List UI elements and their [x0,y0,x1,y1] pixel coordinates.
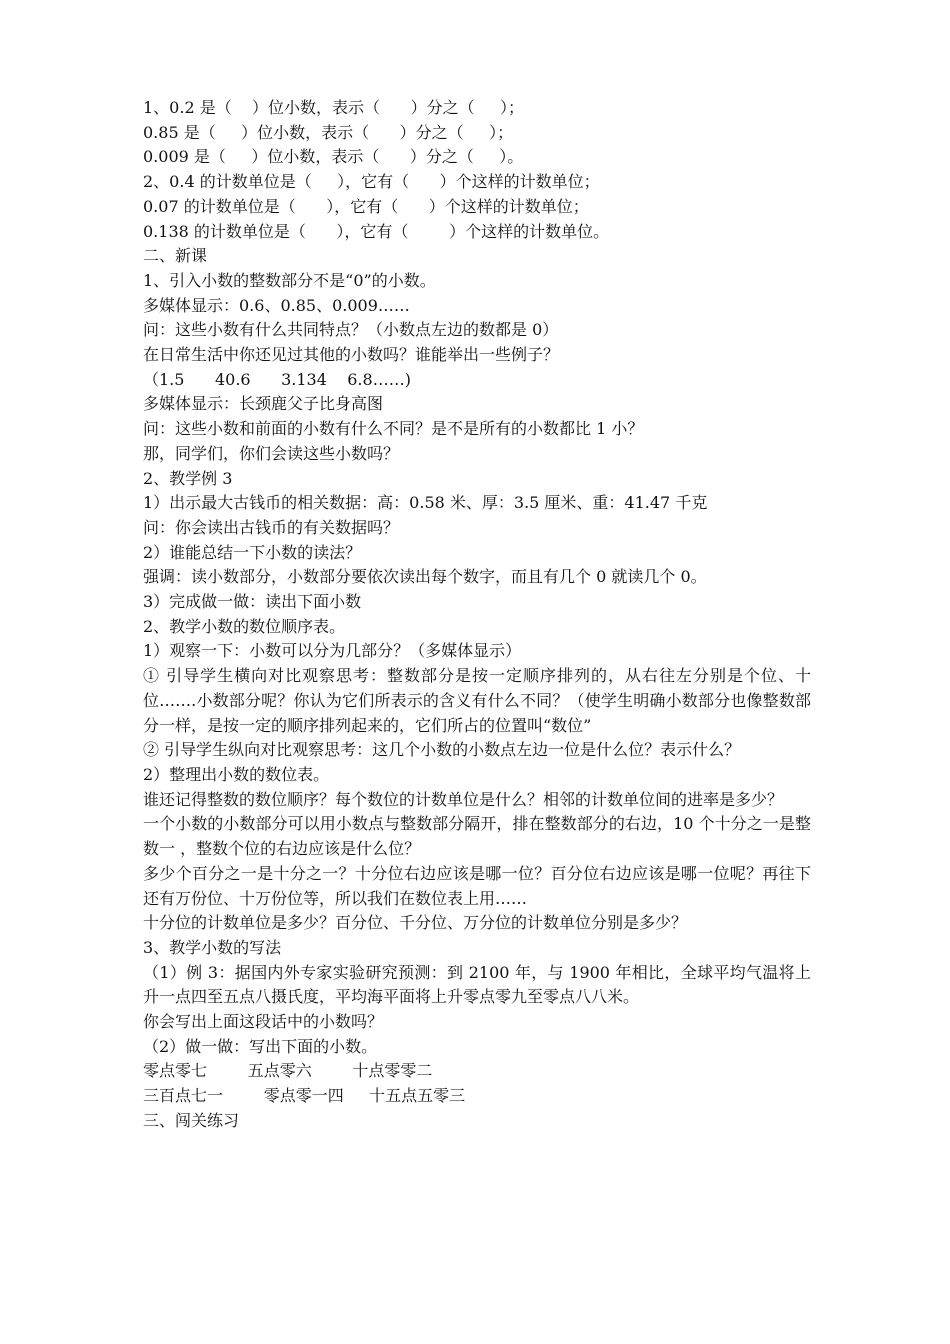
text-line: 0.138 的计数单位是（ ），它有（ ）个这样的计数单位。 [143,221,610,241]
text-line: 零点零七 五点零六 十点零零二 [143,1061,433,1081]
text-line: 强调：读小数部分，小数部分要依次读出每个数字，而且有几个 0 就读几个 0。 [143,567,707,587]
paragraph: ② 引导学生纵向对比观察思考：这几个小数的小数点左边一位是什么位？表示什么？ [143,740,741,760]
text-line: 0.009 是（ ）位小数，表示（ ）分之（ ）。 [143,147,524,167]
paragraph: 你会写出上面这段话中的小数吗？ [143,1012,384,1032]
section-heading: 三、闯关练习 [143,1110,240,1130]
text-line: 2、0.4 的计数单位是（ ），它有（ ）个这样的计数单位； [143,172,600,192]
paragraph: ① 引导学生横向对比观察思考：整数部分是按一定顺序排列的，从右往左分别是个位、十位…….小数部分呢？你认为它们所表示的含义有什么不同？（使学生明确小数部分也像整数部分一样，是按一定的顺序排列起来的，它们所占的位置叫“数位” [143,666,811,735]
text-line: 1、0.2 是（ ）位小数，表示（ ）分之（ ）； [143,98,525,117]
paragraph: 一个小数的小数部分可以用小数点与整数部分隔开，排在整数部分的右边，10 个十分之一是整数一 ，整数个位的右边应该是什么位？ [143,814,811,859]
text-line: 2、教学例 3 [143,468,233,488]
text-line: 问：这些小数和前面的小数有什么不同？是不是所有的小数都比 1 小？ [143,419,644,439]
text-line: 三百点七一 零点零一四 十五点五零三 [143,1086,466,1106]
section-heading: 3、教学小数的写法 [143,937,282,957]
paragraph: （2）做一做：写出下面的小数。 [143,1036,378,1056]
section-heading: 二、新课 [143,246,208,266]
text-line: 1）出示最大古钱币的相关数据：高：0.58 米、厚：3.5 厘米、重：41.47 千克 [143,493,708,513]
text-line: （1.5 40.6 3.134 6.8……) [143,369,411,389]
text-line: 0.85 是（ ）位小数，表示（ ）分之（ ）； [143,122,514,142]
text-line: 问：你会读出古钱币的有关数据吗？ [143,517,400,537]
paragraph: 谁还记得整数的数位顺序？每个数位的计数单位是什么？相邻的计数单位间的进率是多少？ [143,789,784,809]
text-line: 2、教学小数的数位顺序表。 [143,616,346,636]
text-line: 那，同学们，你们会读这些小数吗？ [143,443,400,463]
paragraph: 2）整理出小数的数位表。 [143,764,330,784]
text-line: 问：这些小数有什么共同特点？（小数点左边的数都是 0） [143,320,559,340]
paragraph: （1）例 3：据国内外专家实验研究预测：到 2100 年，与 1900 年相比，全球平均气温将上升一点四至五点八摄氏度，平均海平面将上升零点零九至零点八八米。 [143,962,811,1007]
text-line: 多媒体显示：0.6、0.85、0.009…… [143,295,410,315]
paragraph: 十分位的计数单位是多少？百分位、千分位、万分位的计数单位分别是多少？ [143,913,688,933]
text-line: 2）谁能总结一下小数的读法？ [143,542,362,562]
paragraph: 多少个百分之一是十分之一？十分位右边应该是哪一位？百分位右边应该是哪一位呢？再往下还有万份位、十万份位等，所以我们在数位表上用…… [143,863,811,908]
document-body [143,96,811,1134]
text-line: 在日常生活中你还见过其他的小数吗？谁能举出一些例子？ [143,345,560,365]
text-line: 1、引入小数的整数部分不是“0”的小数。 [143,270,436,290]
text-line: 3）完成做一做：读出下面小数 [143,592,362,612]
text-line: 0.07 的计数单位是（ ），它有（ ）个这样的计数单位； [143,196,589,216]
text-line: 多媒体显示：长颈鹿父子比身高图 [143,394,384,414]
text-line: 1）观察一下：小数可以分为几部分？（多媒体显示） [143,641,522,661]
